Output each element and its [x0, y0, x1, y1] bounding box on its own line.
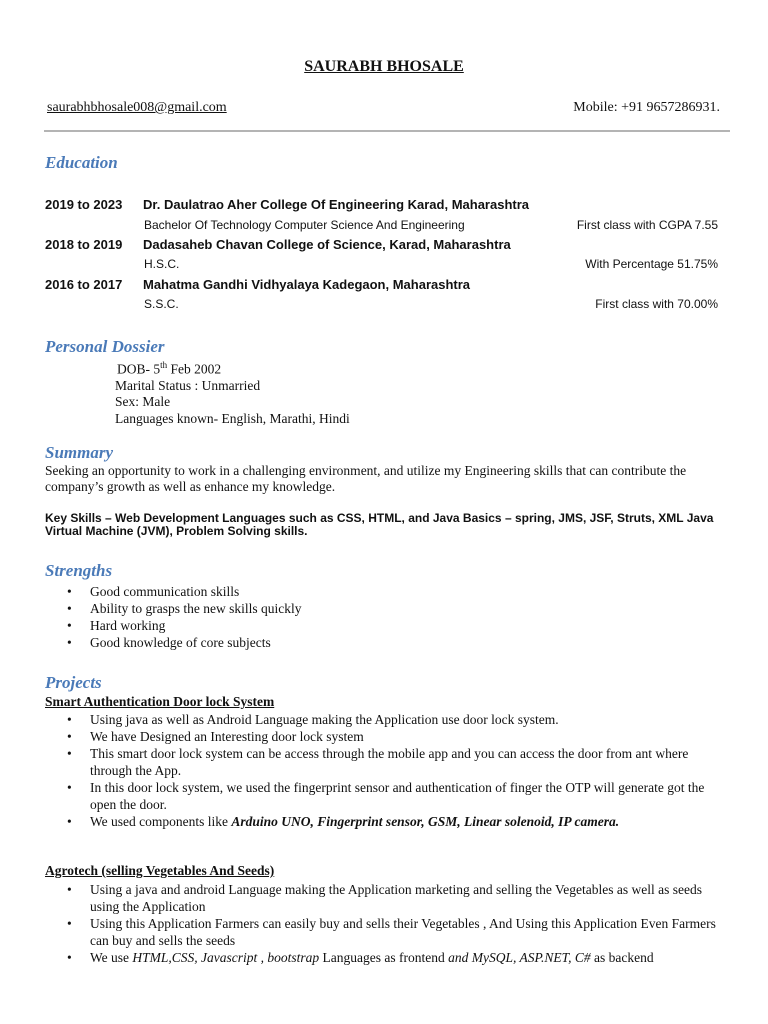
list-item: • Good knowledge of core subjects [67, 635, 271, 650]
project-2-list [45, 881, 725, 966]
edu-degree-1: Bachelor Of Technology Computer Science And Engineering [144, 218, 465, 232]
email-link[interactable]: saurabhbhosale008@gmail.com [47, 100, 227, 115]
edu-college-3: Mahatma Gandhi Vidhyalaya Kadegaon, Maharashtra [143, 277, 471, 292]
list-item: • We use HTML,CSS, Javascript , bootstrap Languages as frontend and MySQL, ASP.NET, C# as backend [67, 950, 654, 965]
dob-line [117, 360, 221, 378]
edu-year-2: 2018 to 2019 [45, 237, 123, 252]
dob-suffix: Feb 2002 [167, 361, 222, 377]
list-item: • Using java as well as Android Language making the Application use door lock system. [67, 712, 559, 727]
dob-prefix: DOB- 5 [117, 361, 161, 377]
edu-grade-1: First class with CGPA 7.55 [576, 218, 718, 232]
marital-status: Marital Status : Unmarried [115, 378, 261, 393]
summary-heading: Summary [45, 443, 114, 462]
project-1-list [45, 711, 725, 830]
list-item: • Ability to grasps the new skills quickly [67, 601, 302, 616]
edu-grade-2: With Percentage 51.75% [585, 257, 718, 271]
education-heading: Education [45, 153, 118, 172]
edu-grade-3: First class with 70.00% [595, 297, 718, 311]
edu-year-1: 2019 to 2023 [45, 197, 123, 212]
edu-degree-3: S.S.C. [144, 297, 179, 311]
list-item: • This smart door lock system can be access through the mobile app and you can access the door from ant where through the App. [67, 746, 689, 778]
edu-year-3: 2016 to 2017 [45, 277, 123, 292]
personal-heading: Personal Dossier [45, 337, 165, 356]
dob-sup: th [160, 360, 168, 370]
projects-heading: Projects [45, 673, 102, 692]
languages-known: Languages known- English, Marathi, Hindi [115, 411, 350, 426]
key-skills: Key Skills – Web Development Languages such as CSS, HTML, and Java Basics – spring, JMS, JSF, Struts, XML Java Virtual Machine (JVM), Problem Solving skills. [45, 511, 714, 538]
list-item: • Good communication skills [67, 584, 240, 599]
strengths-list [45, 583, 725, 651]
edu-college-2: Dadasaheb Chavan College of Science, Karad, Maharashtra [143, 237, 511, 252]
list-item: • Using this Application Farmers can easily buy and sells their Vegetables , And Using this Application Even Farmers can buy and sells the seeds [67, 916, 716, 948]
project-2-title: Agrotech (selling Vegetables And Seeds) [45, 863, 275, 878]
mobile-number: Mobile: +91 9657286931. [573, 100, 720, 115]
project-1-title: Smart Authentication Door lock System [45, 694, 275, 709]
list-item: • We have Designed an Interesting door lock system [67, 729, 364, 744]
list-item: • We used components like Arduino UNO, Fingerprint sensor, GSM, Linear solenoid, IP camera. [67, 814, 620, 829]
list-item: • Hard working [67, 618, 166, 633]
summary-text: Seeking an opportunity to work in a challenging environment, and utilize my Engineering skills that can contribute the company’s growth as well as enhance my knowledge. [45, 463, 687, 494]
candidate-name: SAURABH BHOSALE [304, 58, 464, 75]
strengths-heading: Strengths [45, 561, 113, 580]
list-item: • Using a java and android Language making the Application marketing and selling the Vegetables as well as seeds using the Application [67, 882, 702, 914]
sex: Sex: Male [115, 394, 171, 409]
list-item: • In this door lock system, we used the fingerprint sensor and authentication of finger the OTP will generate got the open the door. [67, 780, 705, 812]
header-divider [44, 130, 730, 132]
edu-degree-2: H.S.C. [144, 257, 180, 271]
edu-college-1: Dr. Daulatrao Aher College Of Engineering Karad, Maharashtra [143, 197, 530, 212]
